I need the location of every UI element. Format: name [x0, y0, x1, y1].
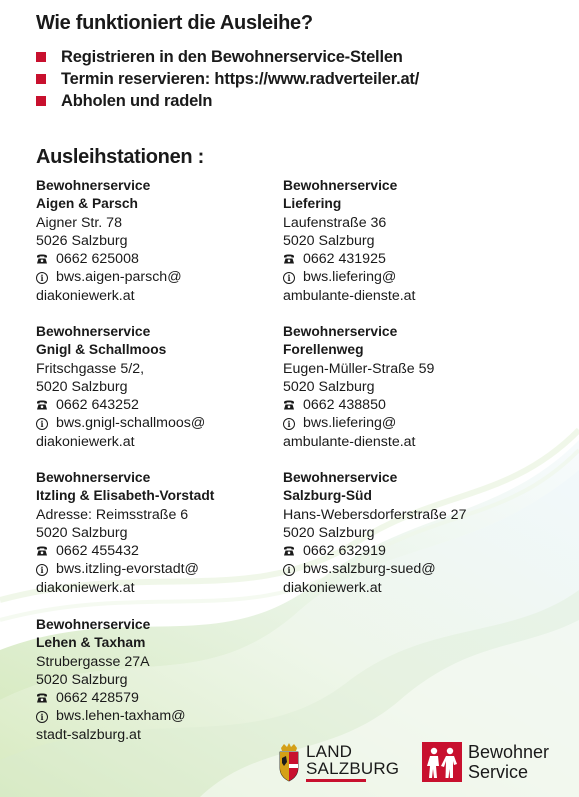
station-phone: [36, 542, 286, 560]
station-card: [283, 469, 533, 597]
station-email-row: [36, 414, 286, 432]
station-card: [36, 323, 286, 451]
station-email-row: [283, 560, 533, 578]
bullet-square-icon: [36, 52, 46, 62]
station-email-row: [36, 707, 286, 725]
phone-icon: [36, 399, 48, 411]
info-icon: i: [283, 564, 295, 576]
station-phone-number: 0662 431925: [303, 251, 386, 268]
info-icon: i: [36, 711, 48, 723]
bullet-square-icon: [36, 96, 46, 106]
station-card: [283, 323, 533, 451]
step-text: Termin reservieren: https://www.radverteiler.at/: [61, 69, 420, 88]
bullet-square-icon: [36, 74, 46, 84]
stations-title: Ausleihstationen :: [36, 146, 204, 168]
station-street: Fritschgasse 5/2,: [36, 360, 145, 377]
station-phone-number: 0662 438850: [303, 397, 386, 414]
station-email[interactable]: bws.lehen-taxham@: [56, 708, 186, 725]
station-email-domain[interactable]: diakoniewerk.at: [36, 287, 135, 304]
station-phone-number: 0662 643252: [56, 397, 139, 414]
phone-icon: [36, 692, 48, 704]
station-street: Aigner Str. 78: [36, 214, 122, 231]
step-item: [36, 46, 419, 68]
station-card: [36, 469, 286, 597]
bewohner-service-mark-icon: [422, 742, 462, 782]
station-email-domain[interactable]: diakoniewerk.at: [36, 433, 135, 450]
station-phone: [283, 542, 533, 560]
station-city: 5020 Salzburg: [283, 232, 375, 249]
phone-icon: [283, 545, 295, 557]
station-name: Salzburg-Süd: [283, 488, 372, 504]
land-salzburg-logo: [278, 742, 399, 782]
phone-icon: [36, 545, 48, 557]
bewohner-service-logo: [422, 742, 549, 782]
station-org: Bewohnerservice: [283, 324, 398, 339]
step-item: [36, 90, 419, 112]
phone-icon: [36, 253, 48, 265]
station-street: Hans-Webersdorferstraße 27: [283, 506, 467, 523]
station-name: Itzling & Elisabeth-Vorstadt: [36, 488, 215, 504]
station-street: Laufenstraße 36: [283, 214, 387, 231]
station-email[interactable]: bws.aigen-parsch@: [56, 269, 182, 286]
station-email[interactable]: bws.salzburg-sued@: [303, 561, 436, 578]
station-name: Liefering: [283, 196, 342, 212]
station-city: 5020 Salzburg: [36, 378, 128, 395]
station-street: Adresse: Reimsstraße 6: [36, 506, 189, 523]
station-email[interactable]: bws.liefering@: [303, 269, 397, 286]
station-city: 5020 Salzburg: [283, 378, 375, 395]
bws-logo-line2: Service: [468, 762, 529, 782]
station-name: Aigen & Parsch: [36, 196, 138, 212]
bewohner-service-wordmark: [468, 742, 549, 782]
station-phone: [283, 250, 533, 268]
station-name: Lehen & Taxham: [36, 635, 146, 651]
info-icon: i: [36, 418, 48, 430]
station-phone-number: 0662 428579: [56, 690, 139, 707]
info-icon: i: [36, 272, 48, 284]
station-phone-number: 0662 632919: [303, 543, 386, 560]
phone-icon: [283, 253, 295, 265]
station-org: Bewohnerservice: [283, 178, 398, 193]
station-email-row: [36, 560, 286, 578]
station-name: Forellenweg: [283, 342, 364, 358]
station-email-domain[interactable]: diakoniewerk.at: [36, 579, 135, 596]
bws-logo-line1: Bewohner: [468, 742, 550, 762]
station-name: Gnigl & Schallmoos: [36, 342, 167, 358]
info-icon: i: [36, 564, 48, 576]
land-logo-line2: SALZBURG: [306, 758, 400, 778]
land-salzburg-wordmark: [306, 743, 399, 782]
station-email-row: [283, 268, 533, 286]
station-phone-number: 0662 455432: [56, 543, 139, 560]
station-email-row: [283, 414, 533, 432]
station-email-domain[interactable]: ambulante-dienste.at: [283, 287, 416, 304]
station-street: Eugen-Müller-Straße 59: [283, 360, 435, 377]
station-card: [283, 177, 533, 305]
station-org: Bewohnerservice: [36, 324, 151, 339]
station-street: Strubergasse 27A: [36, 653, 150, 670]
step-text: Registrieren in den Bewohnerservice-Stellen: [61, 47, 403, 66]
station-city: 5020 Salzburg: [36, 524, 128, 541]
land-logo-line1: LAND: [306, 741, 353, 761]
station-org: Bewohnerservice: [36, 470, 151, 485]
station-org: Bewohnerservice: [36, 178, 151, 193]
station-email-domain[interactable]: stadt-salzburg.at: [36, 726, 141, 743]
station-city: 5026 Salzburg: [36, 232, 128, 249]
station-email[interactable]: bws.gnigl-schallmoos@: [56, 415, 206, 432]
station-email-domain[interactable]: ambulante-dienste.at: [283, 433, 416, 450]
station-email-domain[interactable]: diakoniewerk.at: [283, 579, 382, 596]
land-logo-red-bar: [306, 779, 366, 782]
station-city: 5020 Salzburg: [283, 524, 375, 541]
station-org: Bewohnerservice: [36, 617, 151, 632]
phone-icon: [283, 399, 295, 411]
station-phone: [36, 250, 286, 268]
station-card: [36, 177, 286, 305]
station-email[interactable]: bws.itzling-evorstadt@: [56, 561, 199, 578]
station-phone: [283, 396, 533, 414]
steps-list: [36, 46, 419, 112]
page-heading: Wie funktioniert die Ausleihe?: [36, 12, 313, 34]
step-text: Abholen und radeln: [61, 91, 213, 110]
station-email-row: [36, 268, 286, 286]
info-icon: i: [283, 272, 295, 284]
station-org: Bewohnerservice: [283, 470, 398, 485]
station-city: 5020 Salzburg: [36, 671, 128, 688]
station-email[interactable]: bws.liefering@: [303, 415, 397, 432]
info-icon: i: [283, 418, 295, 430]
station-phone: [36, 396, 286, 414]
station-card: [36, 616, 286, 744]
station-phone: [36, 689, 286, 707]
coat-of-arms-icon: [278, 742, 300, 782]
step-item: [36, 68, 419, 90]
station-phone-number: 0662 625008: [56, 251, 139, 268]
